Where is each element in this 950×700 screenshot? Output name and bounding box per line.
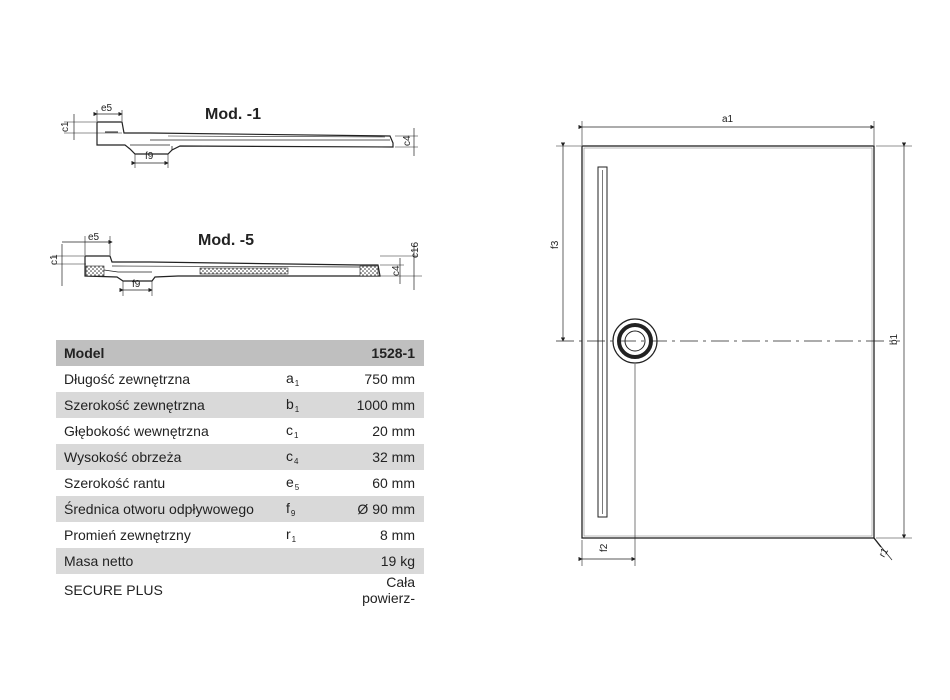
row-symbol: $c_1$ [286, 422, 299, 440]
header-label: Model [56, 340, 286, 366]
table-row [56, 444, 424, 470]
mod5-c4-label: c4 [391, 265, 402, 276]
r1-label: r1 [877, 546, 892, 560]
mod5-f9-label: f9 [132, 279, 141, 290]
table-row [56, 522, 424, 548]
tray-outline [582, 146, 874, 538]
row-label: Masa netto [56, 548, 286, 574]
row-label: Szerokość zewnętrzna [56, 392, 286, 418]
row-symbol: $c_4$ [286, 444, 346, 470]
mod1-f9-label: f9 [145, 151, 154, 162]
table-row [56, 366, 424, 392]
row-value: 19 kg [346, 548, 424, 574]
row-symbol [286, 574, 346, 606]
mod5-hatch-right [360, 266, 378, 276]
row-value: 20 mm [372, 423, 415, 439]
row-value: Cała powierz- [362, 574, 415, 606]
row-label: Głębokość wewnętrzna [64, 423, 209, 439]
row-symbol: $a_1$ [286, 370, 300, 388]
mod5-hatch-left [86, 266, 104, 276]
table-row [56, 496, 424, 522]
row-value: 750 mm [364, 371, 415, 387]
mod1-profile [97, 122, 393, 154]
row-value: 8 mm [380, 527, 415, 543]
header-model: 1528-1 [346, 340, 424, 366]
table-row [56, 574, 424, 606]
row-symbol: $r_1$ [286, 526, 297, 544]
mod1-c1-label: c1 [60, 121, 71, 132]
table-row [56, 392, 424, 418]
a1-label: a1 [722, 114, 734, 125]
mod5-hatch-middle [200, 268, 288, 274]
mod5-section [49, 232, 422, 296]
row-label: Szerokość rantu [64, 475, 166, 491]
row-value: Ø 90 mm [346, 496, 424, 522]
mod1-e5-label: e5 [101, 103, 113, 114]
row-value: 1000 mm [346, 392, 424, 418]
table-row [56, 418, 424, 444]
mod1-section [60, 103, 418, 168]
row-label: SECURE PLUS [64, 582, 163, 598]
row-value: 32 mm [346, 444, 424, 470]
mod5-c16-label: c16 [410, 241, 421, 258]
mod5-c1-label: c1 [49, 254, 60, 265]
mod5-title: Mod. -5 [198, 232, 254, 249]
row-label: Długość zewnętrzna [64, 371, 191, 387]
row-value: 60 mm [372, 475, 415, 491]
f3-label: f3 [550, 240, 561, 249]
row-label: Średnica otworu odpływowego [56, 496, 286, 522]
mod1-c4-label: c4 [402, 135, 413, 146]
spec-table [56, 340, 424, 606]
mod5-e5-label: e5 [88, 232, 100, 243]
row-symbol: $b_1$ [286, 392, 346, 418]
row-symbol: $f_9$ [286, 496, 346, 522]
f2-label: f2 [599, 543, 610, 552]
mod1-title: Mod. -1 [205, 106, 261, 123]
table-row [56, 548, 424, 574]
plan-view [550, 114, 912, 566]
b1-label: b1 [889, 333, 900, 345]
row-symbol [286, 548, 346, 574]
row-label: Promień zewnętrzny [64, 527, 191, 543]
row-label: Wysokość obrzeża [56, 444, 286, 470]
table-header [56, 340, 424, 366]
table-row [56, 470, 424, 496]
row-symbol: $e_5$ [286, 474, 300, 492]
